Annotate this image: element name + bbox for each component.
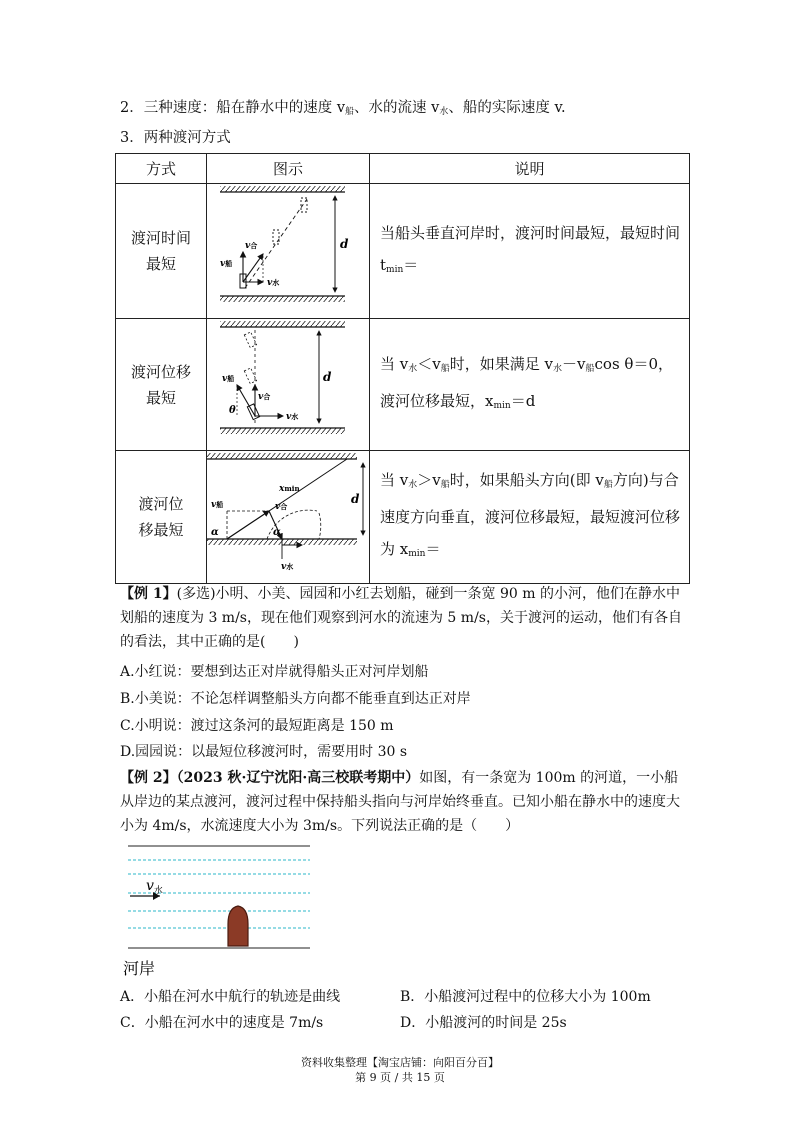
figure-cell (207, 319, 370, 451)
width-label: d (340, 237, 349, 251)
example1-option-c: C.小明说：渡过这条河的最短距离是 150 m (120, 718, 394, 734)
table-header-description: 说明 (370, 154, 690, 184)
example2-question: 【例 2】（2023 秋·辽宁沈阳·高三校联考期中）如图，有一条宽为 100m 的河道，一小船从岸边的某点渡河，渡河过程中保持船头指向与河岸始终垂直。已知小船在静水中的速度大小为 4m/s，水流速度大小为 3m/s。下列说法正确的是（ ） (120, 770, 680, 834)
svg-text:v水: v水 (286, 412, 299, 422)
river-bank-label: 河岸 (123, 959, 156, 978)
svg-text:v船: v船 (222, 374, 235, 384)
table-row (116, 451, 690, 584)
table-header-row (116, 154, 690, 184)
example2-option-a: A．小船在河水中航行的轨迹是曲线 (120, 989, 341, 1005)
footer-source: 资料收集整理【淘宝店铺：向阳百分百】 (301, 1056, 499, 1069)
shortest-displacement-diagram-2 (207, 451, 369, 579)
example2-option-c: C．小船在河水中的速度是 7m/s (120, 1015, 324, 1031)
figure-cell (207, 184, 370, 319)
svg-text:v合: v合 (275, 502, 288, 512)
svg-text:α: α (273, 527, 281, 538)
crossing-methods-table (115, 153, 690, 584)
heading-two-crossing-methods: 3．两种渡河方式 (120, 130, 231, 146)
svg-text:α: α (211, 527, 219, 538)
example1-option-b: B.小美说：不论怎样调整船头方向都不能垂直到达正对岸 (120, 691, 471, 707)
table-row (116, 184, 690, 319)
svg-text:θ: θ (229, 405, 236, 416)
svg-text:v合: v合 (258, 392, 271, 402)
mode-cell: 渡河时间 最短 (116, 184, 207, 319)
description-cell: 当船头垂直河岸时，渡河时间最短，最短时间 $t_{min}=$ (370, 184, 690, 319)
figure-cell (207, 451, 370, 584)
example1-option-a: A.小红说：要想到达正对岸就得船头正对河岸划船 (120, 664, 429, 680)
example1-option-d: D.园园说：以最短位移渡河时，需要用时 30 s (120, 744, 408, 760)
river-diagram (120, 838, 320, 980)
svg-text:v船: v船 (211, 500, 224, 510)
shortest-displacement-diagram-1 (207, 319, 369, 446)
description-cell: 当 $v_水>v_船$时，如果船头方向(即 $v_船$方向)与合速度方向垂直，渡河位移最短，最短渡河位移为 $x_{min}=$ (370, 451, 690, 584)
svg-text:d: d (323, 370, 332, 384)
table-header-figure: 图示 (207, 154, 370, 184)
resultant-velocity-arrow (243, 254, 263, 282)
example2-option-b: B．小船渡河过程中的位移大小为 100m (400, 989, 651, 1005)
example1-question: 【例 1】(多选)小明、小美、园园和小红去划船，碰到一条宽 90 m 的小河，他们在静水中划船的速度为 3 m/s，现在他们观察到河水的流速为 5 m/s，关于渡河的运动，他们有各自的看法，其中正确的是( ) (120, 586, 682, 650)
example2-option-d: D．小船渡河的时间是 25s (400, 1015, 567, 1031)
svg-text:d: d (351, 492, 360, 506)
table-header-mode: 方式 (116, 154, 207, 184)
description-cell: 当 $v_水<v_船$时，如果满足 $v_水-v_船\cos$ θ＝0，渡河位移最短，$x_{min}=d$ (370, 319, 690, 451)
far-bank-hatch (220, 186, 345, 192)
svg-text:xmin: xmin (279, 484, 300, 494)
svg-text:v合: v合 (245, 241, 258, 251)
shortest-time-diagram (207, 184, 369, 314)
svg-text:v船: v船 (220, 259, 233, 269)
svg-text:v水: v水 (267, 278, 280, 288)
table-row (116, 319, 690, 451)
near-bank-hatch (220, 296, 345, 302)
footer-page-number: 第 9 页 / 共 15 页 (355, 1071, 445, 1084)
heading-three-velocities: 2．三种速度：船在静水中的速度 $v_船$、水的流速 $v_水$、船的实际速度 v. (120, 100, 566, 117)
svg-text:v水: v水 (281, 562, 294, 572)
boat-icon (228, 906, 248, 946)
svg-text:v水: $v_水$ (146, 878, 163, 896)
mode-cell: 渡河位 移最短 (116, 451, 207, 584)
mode-cell: 渡河位移 最短 (116, 319, 207, 451)
